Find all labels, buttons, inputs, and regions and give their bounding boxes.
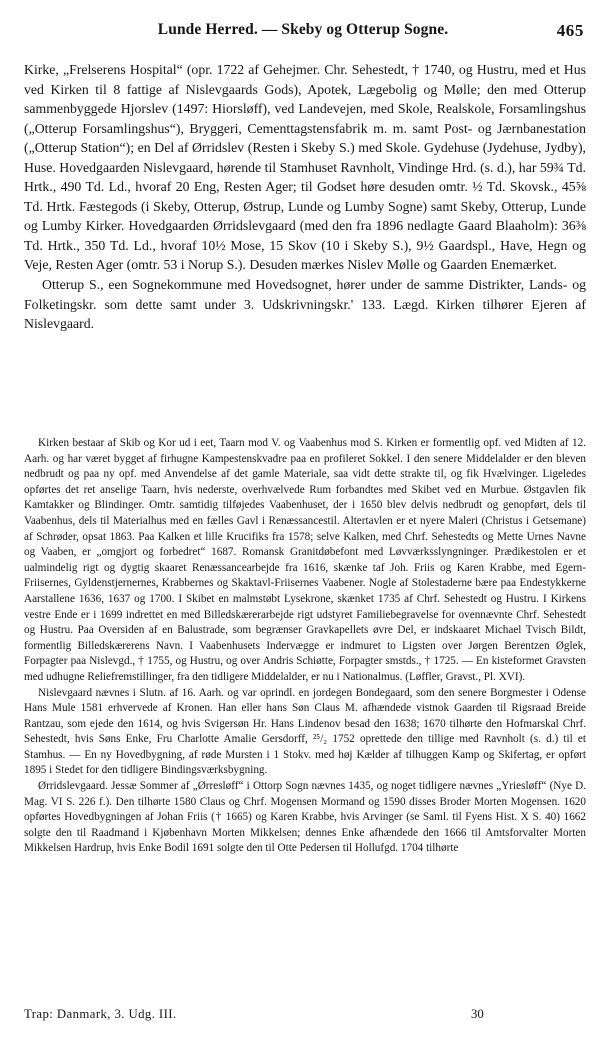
paragraph-orridslevgaard: Ørridslevgaard. Jessæ Sommer af „Ørresløff“ i Ottorp Sogn nævnes 1435, og noget tidligere nævnes „Yriesløff“ (Nye D. Mag. VI S. 226 f.). Den tilhørte 1580 Claus og Chrf. Mogensen Mormand og 1590 disses Broder Morten Mogensen. 1620 opførtes Hovedbygningen af Johan Friis († 1665) og Karen Krabbe, hvis Arvinger (se Saml. til Fyens Hist. X S. 40) 1662 solgte den til Raadmand i Kjøbenhavn Morten Mikkelsen; dennes Enke afhændede den 1666 til Amtsforvalter Morten Mikkelsen Hardrup, hvis Enke Bodil 1691 solgte den til Otte Pedersen til Hollufgd. 1704 tilhørte xyxy=(24,780,586,855)
paragraph-parish-description: Kirke, „Frelserens Hospital“ (opr. 1722 af Gehejmer. Chr. Sehestedt, † 1740, og Hustru, med et Hus ved Kirken til 8 fattige af Nislevgaards Gods), Apotek, Lægebolig og Mølle; den med Otterup sammenbyggede Hjorslev (1497: Hiorsløff), ved Landevejen, med Skole, Realskole, Forsamlingshus („Otterup Forsamlingshus“), Bryggeri, Cementtagstensfabrik m. m. samt Post- og Jærnbanestation („Otterup Station“); en Del af Ørridslev (Resten i Skeby S.) med Skole. Gydehuse (Jydehuse, Jydby), Huse. Hovedgaarden Nislevgaard, hørende til Stamhuset Ravnholt, Vindinge Hrd. (s. d.), har 59¾ Td. Hrtk., 490 Td. Ld., hvoraf 20 Eng, Resten Ager; til Godset høre desuden omtr. ½ Td. Skovsk., 45⅝ Td. Hrtk. Fæstegods (i Skeby, Otterup, Østrup, Lunde og Lumby Sogne) samt Skeby, Otterup, Lunde og Lumby Kirker. Hovedgaarden Ørridslevgaard (med den fra 1896 nedlagte Gaard Blaaholm): 36⅜ Td. Hrtk., 350 Td. Ld., hvoraf 10½ Mose, 15 Skov (10 i Skeby S.), 9½ Gaardspl., Have, Hegn og Veje, Resten Ager (omtr. 53 i Norup S.). Desuden mærkes Nislev Mølle og Gaarden Enemærket. xyxy=(24,62,586,273)
running-header: Lunde Herred. — Skeby og Otterup Sogne. xyxy=(157,21,449,38)
page-number: 465 xyxy=(556,21,584,40)
paragraph-otterup-parish: Otterup S., een Sognekommune med Hovedsognet, hører under de samme Distrikter, Lands- og Folketingskr. som dette samt under 3. Udskrivningskr.' 133. Lægd. Kirken tilhører Ejeren af Nislevgaard. xyxy=(24,277,586,332)
paragraph-church: Kirken bestaar af Skib og Kor ud i eet, Taarn mod V. og Vaabenhus mod S. Kirken er formentlig opf. ved Midten af 12. Aarh. og har været bygget af firhugne Kampestenskvadre paa en profileret Sokkel. I den senere Middelalder er den bleven nedbrudt og paa ny opf. med Anvendelse af det gamle Materiale, saa vidt dette strakte til, og fik Hvælvinger. Ligeledes opførtes det ret anselige Taarn, hvis nederste, overhvælvede Rum forbandtes med Skibet ved en Murbue. Østgavlen fik Kamtakker og Blindinger. Omtr. samtidig tilføjedes Vaabenhuset, der i 1650 blev delvis nedbrudt og genopført, dels til Vaabenhus, dels til Materialhus med en fælles Gavl i Renæssancestil. Altertavlen er et nyere Maleri (Christus i Getsemane) af Schrøder, opsat 1863. Paa Kalken et lille Krucifiks fra 1578; selve Kalken, med Chrf. Sehestedts og Mette Urnes Navne og Vaaben, er „omgjort og forbedret“ 1687. Romansk Granitdøbefont med Løvværksslyngninger. Prædikestolen er et ualmindelig rigt og dygtig skaaret Renæssancearbejde fra 1616, skænke taf Joh. Friis og Karen Krabbe, med Egern-Friisernes, Gyldenstjernernes, Krabbernes og Skaktavl-Friisernes Vaabener. Nogle af Stolestaderne bære paa Endestykkerne Aarstallene 1636, 1637 og 1700. I Skibet en malmstøbt Lysekrone, skænket 1735 af Chrf. Sehestedt og Hustru. I Kirkens vestre Ende er i 1699 indrettet en med Billedskærerarbejde rigt udstyret Familiebegravelse for ovennævnte Chrf. Sehestedt og Hustru. Paa Oversiden af en Balustrade, som begrænser Gravkapellets øvre Del, er indskaaret Michael Tvisch Bildt, formentlig Billedskærerens Navn. I Vaabenhusets Indervægge er indmuret to Ligsten over Jørgen Berentzen Øglek, Forpagter paa Nislevgd., † 1755, og Hustru, og over Andris Schiøtte, Forpagter smstds., † 1725. — En kistеformet Gravsten med udhugne Reliefremstillinger, fra den tidligere Middelalder, er nu i Nationalmus. (Løffler, Gravst., Pl. XVI). xyxy=(24,437,586,683)
footer-signature: 30 xyxy=(471,1007,484,1021)
main-text-block xyxy=(24,60,586,334)
footer-source: Trap: Danmark, 3. Udg. III. xyxy=(24,1007,177,1021)
small-print-block xyxy=(24,436,586,857)
paragraph-nislevgaard: Nislevgaard nævnes i Slutn. af 16. Aarh. og var oprindl. en jordegen Bondegaard, som den senere Borgmester i Odense Hans Mule 1581 erhvervede af Kronen. Han eller hans Søn Claus M. afhændede vistnok Gaarden til Rigsraad Breide Rantzau, som ejede den 1614, og hvis Svigersøn Hr. Hans Lindenov besad den 1638; 1670 tilhørte den Hofmarskal Chrf. Sehestedt, hvis Søns Enke, Fru Charlotte Amalie Gersdorff, ²⁵/₂ 1752 oprettede den tillige med Ravnholt (s. d.) til et Stamhus. — En ny Hovedbygning, af røde Mursten i 1 Stokv. med høj Kælder af tilhuggen Kamp og Skifertag, er opført 1895 i Stedet for den tidligere Bindingsværksbygning. xyxy=(24,686,586,777)
